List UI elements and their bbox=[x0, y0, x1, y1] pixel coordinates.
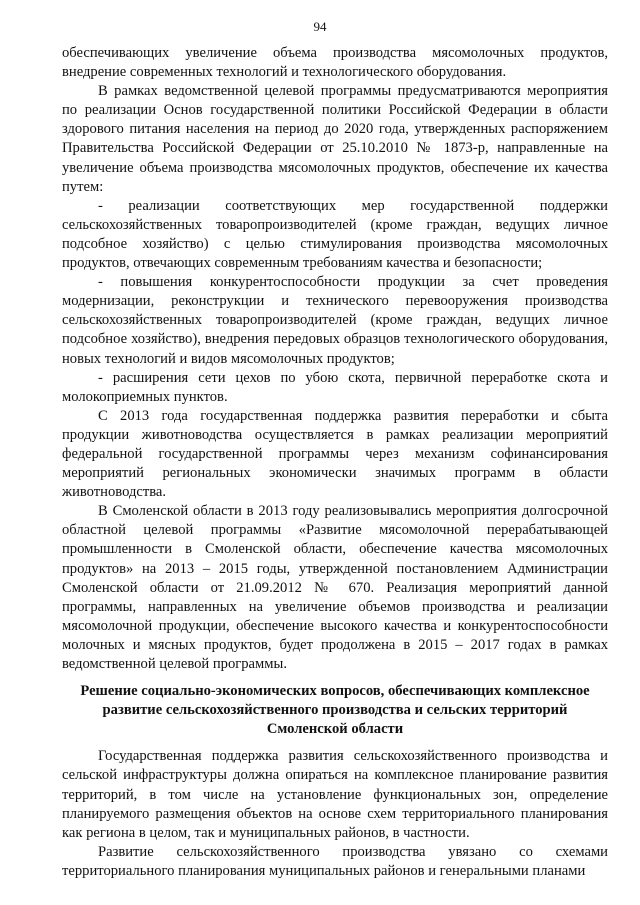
paragraph-continuation: обеспечивающих увеличение объема производства мясомолочных продуктов, внедрение современных технологий и технологического оборудования. bbox=[62, 45, 608, 81]
list-item-slaughter-network: - расширения сети цехов по убою скота, первичной переработке скота и молокоприемных пунктов. bbox=[62, 369, 608, 405]
document-body bbox=[62, 44, 608, 881]
list-item-competitiveness: - повышения конкурентоспособности продукции за счет проведения модернизации, реконструкции и технического перевооружения производства сельскохозяйственных товаропроизводителей (кроме граждан, ведущих личное подсобное хозяйство), внедрения передовых образцов технологического оборудования, новых технологий и видов мясомолочных продуктов; bbox=[62, 274, 608, 367]
section-heading: Решение социально-экономических вопросов, обеспечивающих комплексное развитие сельскохозяйственного производства и сельских территорий Смоленской области bbox=[80, 683, 590, 738]
paragraph-state-support-planning: Государственная поддержка развития сельскохозяйственного производства и сельской инфраструктуры должна опираться на комплексное планирование развития территорий, в том числе на установление функциональных зон, определение планируемого размещения объектов на основе схем территориального планирования как региона в целом, так и муниципальных районов, в частности. bbox=[62, 748, 608, 841]
paragraph-development-linked: Развитие сельскохозяйственного производства увязано со схемами территориального планирования муниципальных районов и генеральными планами bbox=[62, 843, 608, 879]
list-item-support-measures: - реализации соответствующих мер государственной поддержки сельскохозяйственных товаропроизводителей (кроме граждан, ведущих личное подсобное хозяйство) с целью стимулирования производства мясомолочных продуктов, отвечающих современным требованиям качества и безопасности; bbox=[62, 197, 608, 272]
paragraph-state-support-2013: С 2013 года государственная поддержка развития переработки и сбыта продукции животноводства осуществляется в рамках реализации мероприятий федеральной государственной программы через механизм софинансирования мероприятий региональных экономически значимых программ в области животноводства. bbox=[62, 407, 608, 501]
paragraph-smolensk-program: В Смоленской области в 2013 году реализовывались мероприятия долгосрочной областной целевой программы «Развитие мясомолочной перерабатывающей промышленности в Смоленской области, обеспечение качества мясомолочных продуктов» на 2013 – 2015 годы, утвержденной постановлением Администрации Смоленской области от 21.09.2012 № 670. Реализация мероприятий данной программы, направленных на увеличение объемов производства и реализации мясомолочной продукции, обеспечение высокого качества и конкурентоспособности молочных и мясных продуктов, будет продолжена в 2015 – 2017 годах в рамках ведомственной целевой программы. bbox=[62, 503, 608, 672]
page-number: 94 bbox=[313, 19, 327, 34]
paragraph-program-measures: В рамках ведомственной целевой программы предусматриваются мероприятия по реализации Основ государственной политики Российской Федерации в области здорового питания населения на период до 2020 года, утвержденных распоряжением Правительства Российской Федерации от 25.10.2010 № 1873-р, направленные на увеличение объема производства мясомолочных продуктов, обеспечение их качества путем: bbox=[62, 83, 608, 195]
